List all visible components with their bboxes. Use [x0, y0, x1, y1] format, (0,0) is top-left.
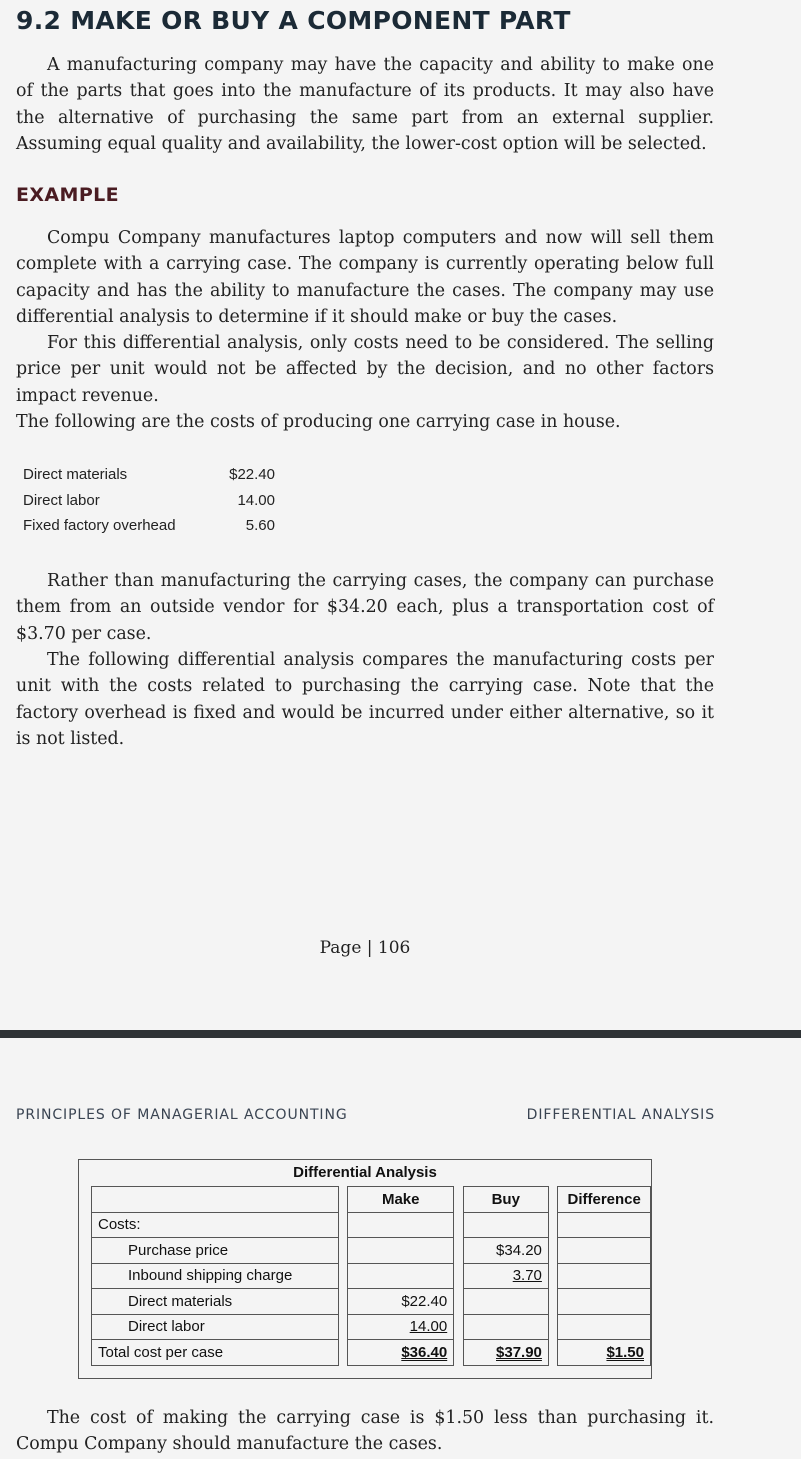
- difference-value: [558, 1263, 651, 1289]
- cost-row: [23, 514, 283, 540]
- buy-value: [463, 1314, 548, 1340]
- total-buy: $37.90: [496, 1343, 542, 1361]
- in-house-cost-list: [23, 463, 283, 540]
- cost-amount: $22.40: [229, 466, 275, 483]
- page-number: Page | 106: [319, 938, 411, 958]
- difference-value: [558, 1289, 651, 1315]
- differential-analysis-table: [78, 1159, 652, 1379]
- total-label: Total cost per case: [92, 1340, 339, 1366]
- table-title: Differential Analysis: [293, 1164, 437, 1181]
- buy-value: $34.20: [463, 1238, 548, 1264]
- table-header-row: [92, 1187, 651, 1213]
- row-label: Purchase price: [92, 1238, 339, 1264]
- page-divider: [0, 1030, 801, 1038]
- cost-label: Direct materials: [23, 466, 128, 483]
- table-row: [92, 1263, 651, 1289]
- example-paragraph-1: Compu Company manufactures laptop computers and now will sell them complete with a carrying case. The company is currently operating below full capacity and has the ability to manufacture the cases. The company may use differential analysis to determine if it should make or buy the cases.: [16, 228, 714, 328]
- cost-amount: 14.00: [237, 491, 275, 509]
- cost-label: Direct labor: [23, 491, 100, 509]
- total-row: [92, 1340, 651, 1366]
- total-make: $36.40: [401, 1343, 448, 1361]
- table-row: [92, 1238, 651, 1264]
- cost-amount: 5.60: [245, 517, 275, 534]
- comparison-paragraph: The following differential analysis compares the manufacturing costs per unit with the costs related to purchasing the carrying case. Note that the factory overhead is fixed and would be incurred under either alternative, so it is not listed.: [16, 650, 714, 750]
- conclusion-paragraph: The cost of making the carrying case is $1.50 less than purchasing it. Compu Company should manufacture the cases.: [16, 1408, 714, 1455]
- intro-paragraph: A manufacturing company may have the capacity and ability to make one of the parts that goes into the manufacture of its products. It may also have the alternative of purchasing the same part from an external supplier. Assuming equal quality and availability, the lower-cost option will be selected.: [16, 55, 714, 155]
- running-header-left: PRINCIPLES OF MANAGERIAL ACCOUNTING: [16, 1107, 348, 1123]
- cost-row: [23, 463, 283, 489]
- section-heading: 9.2 MAKE OR BUY A COMPONENT PART: [16, 6, 571, 35]
- example-label: EXAMPLE: [16, 184, 120, 206]
- table-row: [92, 1212, 651, 1238]
- row-label: Direct materials: [92, 1289, 339, 1315]
- difference-value: [558, 1314, 651, 1340]
- column-buy: Buy: [463, 1187, 548, 1213]
- make-value: [348, 1238, 454, 1264]
- table-row: [92, 1289, 651, 1315]
- buy-value: [463, 1289, 548, 1315]
- costs-label: Costs:: [92, 1212, 339, 1238]
- example-paragraph-2: For this differential analysis, only costs need to be considered. The selling price per unit would not be affected by the decision, and no other factors impact revenue.: [16, 333, 714, 406]
- column-make: Make: [348, 1187, 454, 1213]
- difference-value: [558, 1238, 651, 1264]
- row-label: Inbound shipping charge: [92, 1263, 339, 1289]
- make-value: $22.40: [348, 1289, 454, 1315]
- row-label: Direct labor: [92, 1314, 339, 1340]
- purchase-option-paragraph: Rather than manufacturing the carrying cases, the company can purchase them from an outside vendor for $34.20 each, plus a transportation cost of $3.70 per case.: [16, 571, 714, 644]
- analysis-grid: [91, 1186, 651, 1366]
- table-row: [92, 1314, 651, 1340]
- costs-intro: The following are the costs of producing one carrying case in house.: [16, 412, 621, 432]
- make-value: [348, 1263, 454, 1289]
- buy-value: 3.70: [512, 1267, 542, 1285]
- column-difference: Difference: [558, 1187, 651, 1213]
- running-header-right: DIFFERENTIAL ANALYSIS: [526, 1107, 715, 1123]
- total-difference: $1.50: [606, 1343, 644, 1361]
- make-value: 14.00: [409, 1318, 448, 1336]
- cost-row: [23, 489, 283, 515]
- cost-label: Fixed factory overhead: [23, 517, 176, 534]
